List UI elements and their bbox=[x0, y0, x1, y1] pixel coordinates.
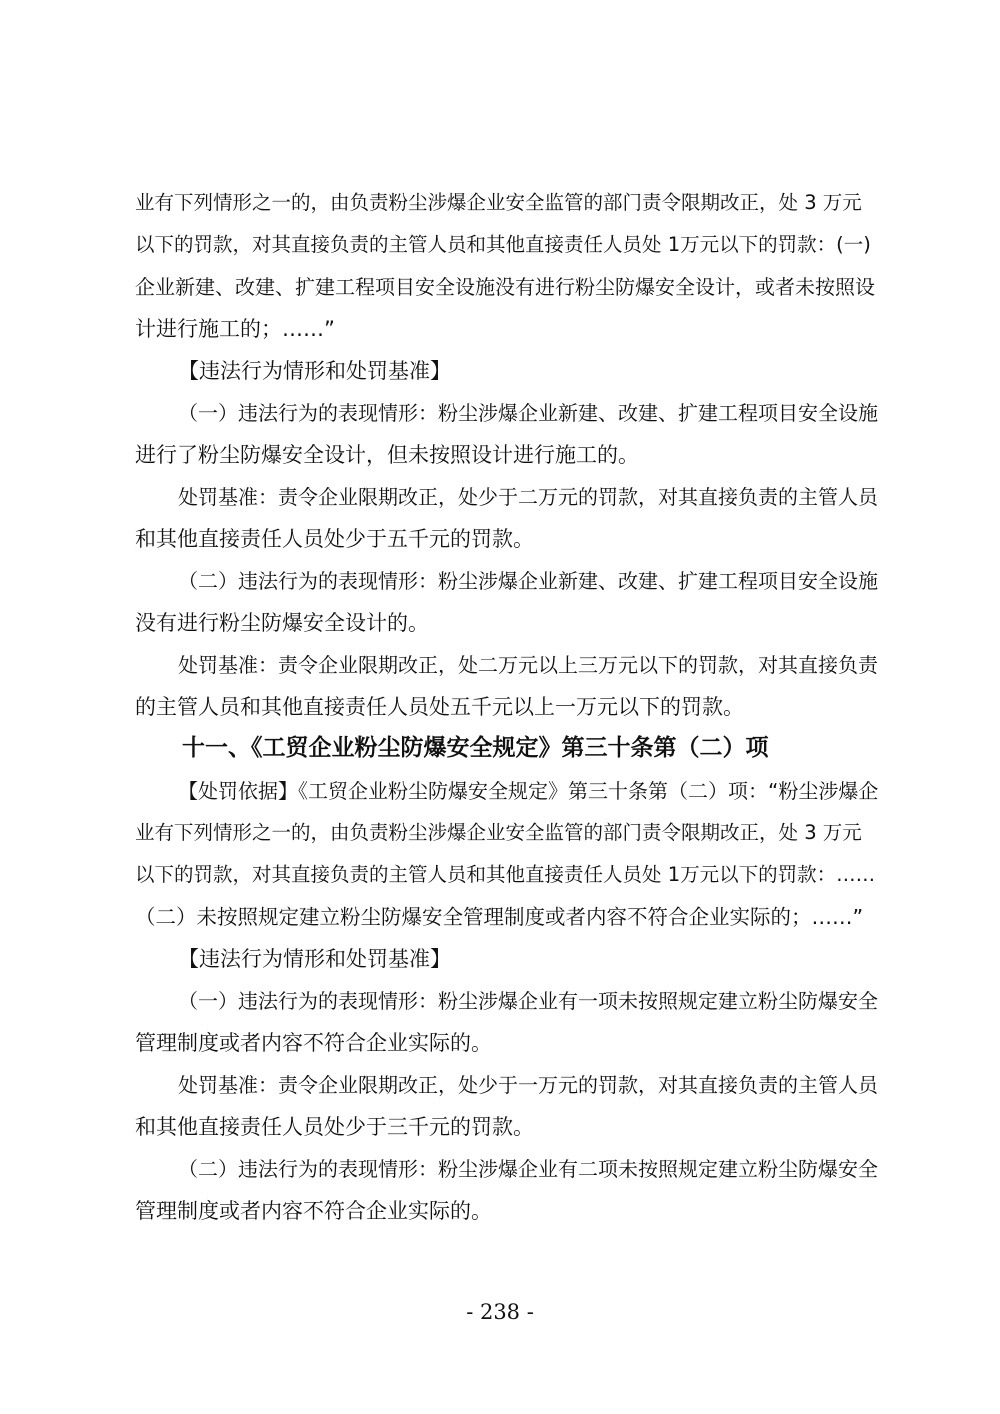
body-line: 处罚基准：责令企业限期改正，处二万元以上三万元以下的罚款，对其直接负责 bbox=[178, 653, 878, 677]
body-line: 企业新建、改建、扩建工程项目安全设施没有进行粉尘防爆安全设计，或者未按照设 bbox=[135, 275, 875, 299]
body-line: 管理制度或者内容不符合企业实际的。 bbox=[135, 1031, 492, 1055]
page-number: - 238 - bbox=[466, 1300, 534, 1324]
body-line: 处罚基准：责令企业限期改正，处少于一万元的罚款，对其直接负责的主管人员 bbox=[178, 1073, 878, 1097]
section-label: 【违法行为情形和处罚基准】 bbox=[178, 359, 451, 383]
body-line: 和其他直接责任人员处少于五千元的罚款。 bbox=[135, 527, 534, 551]
section-label: 【违法行为情形和处罚基准】 bbox=[178, 947, 451, 971]
body-line: 进行了粉尘防爆安全设计，但未按照设计进行施工的。 bbox=[135, 443, 639, 467]
body-line: （一）违法行为的表现情形：粉尘涉爆企业有一项未按照规定建立粉尘防爆安全 bbox=[178, 989, 878, 1013]
body-line: （二）违法行为的表现情形：粉尘涉爆企业有二项未按照规定建立粉尘防爆安全 bbox=[178, 1157, 878, 1181]
body-line: 和其他直接责任人员处少于三千元的罚款。 bbox=[135, 1115, 534, 1139]
body-line: 计进行施工的；……” bbox=[135, 317, 335, 341]
body-line: 业有下列情形之一的，由负责粉尘涉爆企业安全监管的部门责令限期改正，处 3 万元 bbox=[135, 821, 862, 844]
body-line: （二）违法行为的表现情形：粉尘涉爆企业新建、改建、扩建工程项目安全设施 bbox=[178, 569, 878, 593]
body-line: 业有下列情形之一的，由负责粉尘涉爆企业安全监管的部门责令限期改正，处 3 万元 bbox=[135, 191, 862, 214]
body-line: 没有进行粉尘防爆安全设计的。 bbox=[135, 611, 429, 635]
body-line: （二）未按照规定建立粉尘防爆安全管理制度或者内容不符合企业实际的；……” bbox=[135, 905, 864, 929]
body-line: 的主管人员和其他直接责任人员处五千元以上一万元以下的罚款。 bbox=[135, 695, 744, 719]
body-line: 以下的罚款，对其直接负责的主管人员和其他直接责任人员处 1万元以下的罚款：(一) bbox=[135, 233, 871, 256]
body-line: （一）违法行为的表现情形：粉尘涉爆企业新建、改建、扩建工程项目安全设施 bbox=[178, 401, 878, 425]
body-line: 【处罚依据】《工贸企业粉尘防爆安全规定》第三十条第（二）项：“粉尘涉爆企 bbox=[178, 779, 879, 803]
body-line: 处罚基准：责令企业限期改正，处少于二万元的罚款，对其直接负责的主管人员 bbox=[178, 485, 878, 509]
body-line: 管理制度或者内容不符合企业实际的。 bbox=[135, 1199, 492, 1223]
section-heading: 十一、《工贸企业粉尘防爆安全规定》第三十条第（二）项 bbox=[182, 734, 769, 761]
body-line: 以下的罚款，对其直接负责的主管人员和其他直接责任人员处 1万元以下的罚款：…… bbox=[135, 863, 876, 886]
